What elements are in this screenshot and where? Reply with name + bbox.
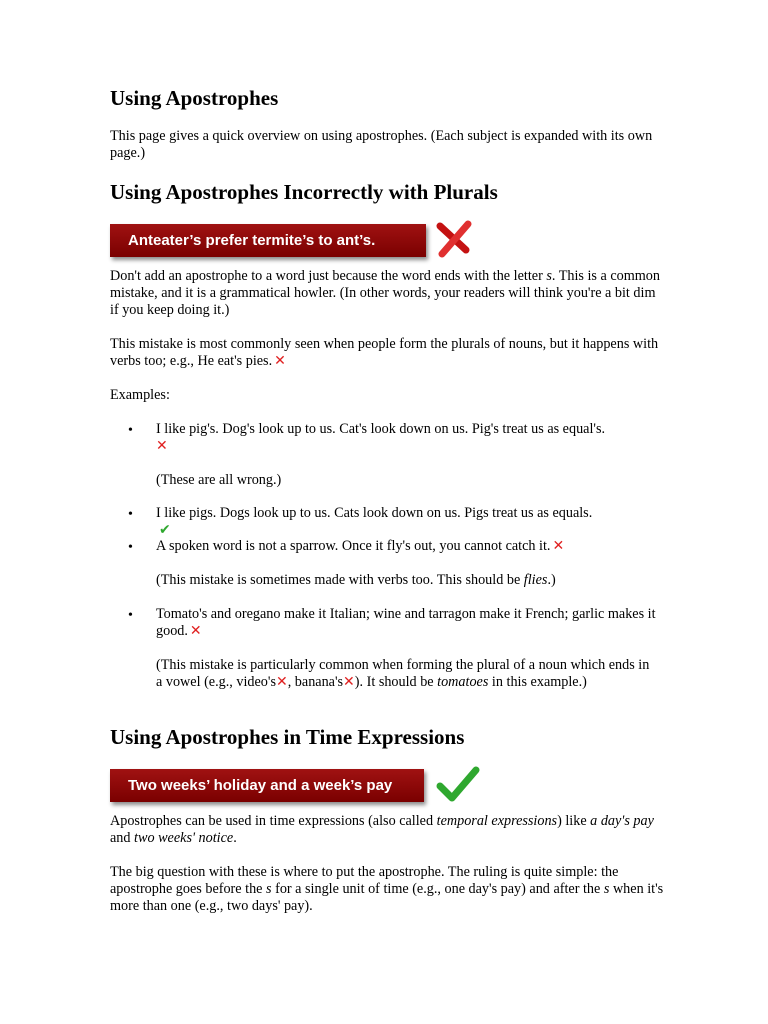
text-run: for a single unit of time (e.g., one day's pay) and after the	[271, 881, 604, 897]
check-mark-icon: ✔	[159, 522, 171, 538]
time-example-banner: Two weeks’ holiday and a week’s pay	[110, 769, 424, 802]
section-heading-plurals: Using Apostrophes Incorrectly with Plurals	[110, 180, 498, 204]
intro-paragraph: This page gives a quick overview on using apostrophes. (Each subject is expanded with its own page.)	[110, 128, 653, 161]
text-run: Tomato's and oregano make it Italian; wine and tarragon make it French; garlic makes it good.	[156, 606, 656, 639]
examples-label: Examples:	[110, 387, 170, 403]
time-paragraph-1	[110, 813, 666, 847]
cross-mark-icon: ✕	[552, 538, 565, 554]
emphasis: tomatoes	[437, 674, 489, 690]
text-run: (This mistake is particularly common when forming the plural of a noun which ends in a vowel (e.g., video's	[156, 657, 650, 690]
list-item	[156, 505, 596, 539]
emphasis: a day's pay	[590, 813, 654, 829]
text-run: ). It should be	[354, 674, 438, 690]
emphasis: temporal expressions	[436, 813, 558, 829]
text-run: , banana's	[287, 674, 344, 690]
cross-mark-icon: ✕	[343, 674, 355, 690]
time-paragraph-2	[110, 864, 666, 915]
bullet: •	[128, 608, 133, 623]
text-run: ) like	[557, 813, 591, 829]
list-item	[156, 421, 656, 455]
text-run: I like pig's. Dog's look up to us. Cat's look down on us. Pig's treat us as equal's.	[156, 421, 606, 437]
emphasis: flies	[523, 572, 548, 588]
bullet: •	[128, 507, 133, 522]
text-run: I like pigs. Dogs look up to us. Cats look down on us. Pigs treat us as equals.	[156, 505, 593, 521]
text-run: in this example.)	[488, 674, 587, 690]
plurals-paragraph-1	[110, 268, 666, 319]
plurals-example-banner: Anteater’s prefer termite’s to ant’s.	[110, 224, 426, 257]
cross-mark-icon	[430, 220, 476, 260]
bullet: •	[128, 540, 133, 555]
text-run: Don't add an apostrophe to a word just because the word ends with the letter	[110, 268, 547, 284]
list-item-note	[156, 572, 656, 589]
text-run: when it's more than one (e.g., two days' pay).	[110, 881, 664, 914]
text-run: The big question with these is where to put the apostrophe. The ruling is quite simple: the apostrophe goes before the	[110, 864, 619, 897]
cross-mark-icon: ✕	[275, 674, 288, 690]
text-run: and	[110, 830, 135, 846]
list-item-note	[156, 657, 656, 691]
text-run: .)	[547, 572, 556, 588]
emphasis: s	[603, 881, 610, 897]
plurals-paragraph-2	[110, 336, 666, 370]
text-run: A spoken word is not a sparrow. Once it fly's out, you cannot catch it.	[156, 538, 551, 554]
emphasis: s	[266, 881, 272, 897]
text-run: (This mistake is sometimes made with verbs too. This should be	[156, 572, 524, 588]
text-run: . This is a common mistake, and it is a grammatical howler. (In other words, your readers will think you're a bit dim if you keep doing it.)	[110, 268, 660, 318]
list-item-note: (These are all wrong.)	[156, 472, 282, 488]
cross-mark-icon: ✕	[156, 438, 168, 454]
emphasis: s	[546, 268, 552, 284]
bullet: •	[128, 423, 133, 438]
cross-mark-icon: ✕	[274, 353, 286, 369]
section-heading-time: Using Apostrophes in Time Expressions	[110, 725, 465, 749]
page-title: Using Apostrophes	[110, 86, 279, 110]
text-run: Apostrophes can be used in time expressions (also called	[110, 813, 437, 829]
text-run: .	[233, 830, 237, 846]
cross-mark-icon: ✕	[189, 623, 202, 639]
list-item	[156, 538, 656, 555]
text-run: This mistake is most commonly seen when people form the plurals of nouns, but it happens with verbs too; e.g., He eat's pies.	[110, 336, 659, 369]
emphasis: two weeks' notice	[134, 830, 234, 846]
list-item	[156, 606, 656, 640]
check-mark-icon	[434, 764, 480, 804]
